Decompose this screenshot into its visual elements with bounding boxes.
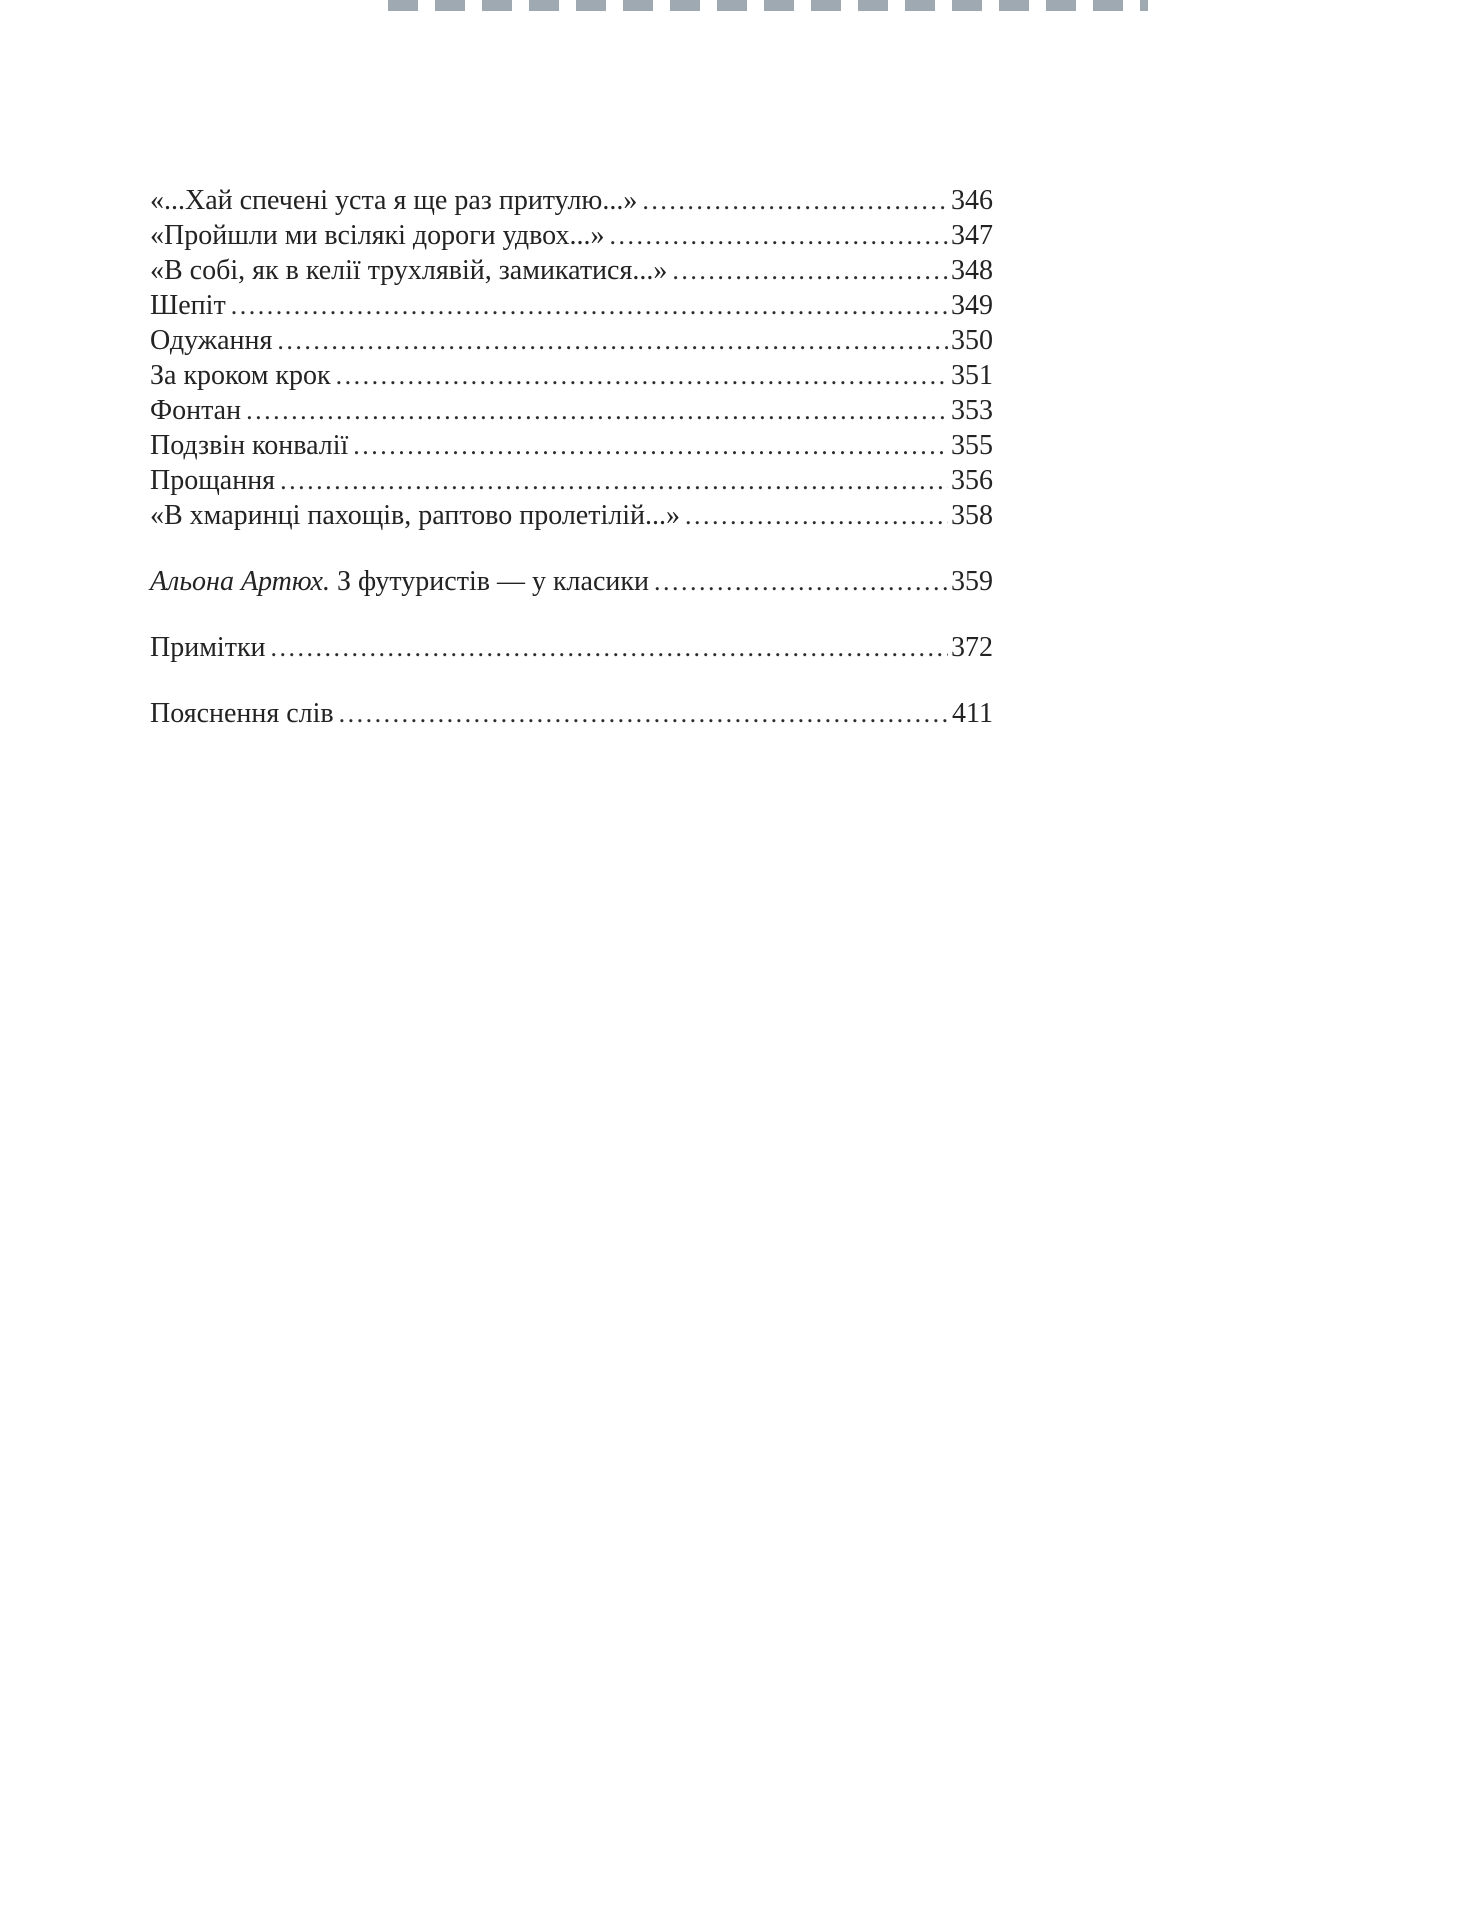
toc-entry-page: 349 (951, 290, 993, 321)
toc-row (150, 253, 993, 288)
toc-entry-title: Примітки (150, 632, 266, 663)
toc-entry-title: «...Хай спечені уста я ще раз притулю...» (150, 185, 638, 216)
toc-row (150, 358, 993, 393)
toc-entry-page: 348 (951, 255, 993, 286)
toc-entry-title: За кроком крок (150, 360, 331, 391)
dot-leader (685, 498, 948, 533)
toc-row (150, 323, 993, 358)
scan-artifact-strip (388, 0, 1148, 11)
toc-row (150, 498, 993, 533)
toc-entry-title: Прощання (150, 465, 276, 496)
toc-entry-page: 411 (952, 698, 993, 729)
toc-row (150, 218, 993, 253)
toc-entry-page: 359 (951, 566, 993, 597)
toc-entry-title: «Пройшли ми всілякі дороги удвох...» (150, 220, 605, 251)
toc-essay-author: Альона Артюх. (150, 566, 330, 597)
toc-entry-title: «В хмаринці пахощів, раптово пролетілій...» (150, 500, 680, 531)
dot-leader (271, 630, 948, 665)
dot-leader (654, 564, 948, 599)
toc-entry-page: 355 (951, 430, 993, 461)
dot-leader (280, 463, 948, 498)
toc-entry-page: 358 (951, 500, 993, 531)
toc-row (150, 288, 993, 323)
toc-row-glossary (150, 696, 993, 731)
toc-entry-title: Пояснення слів (150, 698, 334, 729)
toc-row (150, 393, 993, 428)
toc-entry-page: 356 (951, 465, 993, 496)
toc-row-essay (150, 564, 993, 599)
dot-leader (277, 323, 948, 358)
toc-entry-page: 346 (951, 185, 993, 216)
dot-leader (246, 393, 948, 428)
dot-leader (353, 428, 948, 463)
toc-essay-title (150, 564, 649, 599)
toc-entry-title: Шепіт (150, 290, 226, 321)
dot-leader (336, 358, 948, 393)
dot-leader (672, 253, 948, 288)
toc-entry-page: 353 (951, 395, 993, 426)
toc-entry-page: 351 (951, 360, 993, 391)
toc-entry-title: Одужання (150, 325, 273, 356)
toc-row-notes (150, 630, 993, 665)
toc-entry-title: Фонтан (150, 395, 242, 426)
toc-entry-page: 372 (951, 632, 993, 663)
toc-entry-page: 347 (951, 220, 993, 251)
toc-row (150, 183, 993, 218)
dot-leader (339, 696, 949, 731)
table-of-contents (150, 183, 993, 731)
toc-entry-title: Подзвін конвалії (150, 430, 349, 461)
toc-entry-title: «В собі, як в келії трухлявій, замикатися...» (150, 255, 668, 286)
toc-row (150, 463, 993, 498)
toc-entry-page: 350 (951, 325, 993, 356)
toc-row (150, 428, 993, 463)
dot-leader (231, 288, 948, 323)
dot-leader (609, 218, 948, 253)
dot-leader (642, 183, 948, 218)
toc-essay-title-text: З футуристів — у класики (329, 566, 649, 597)
